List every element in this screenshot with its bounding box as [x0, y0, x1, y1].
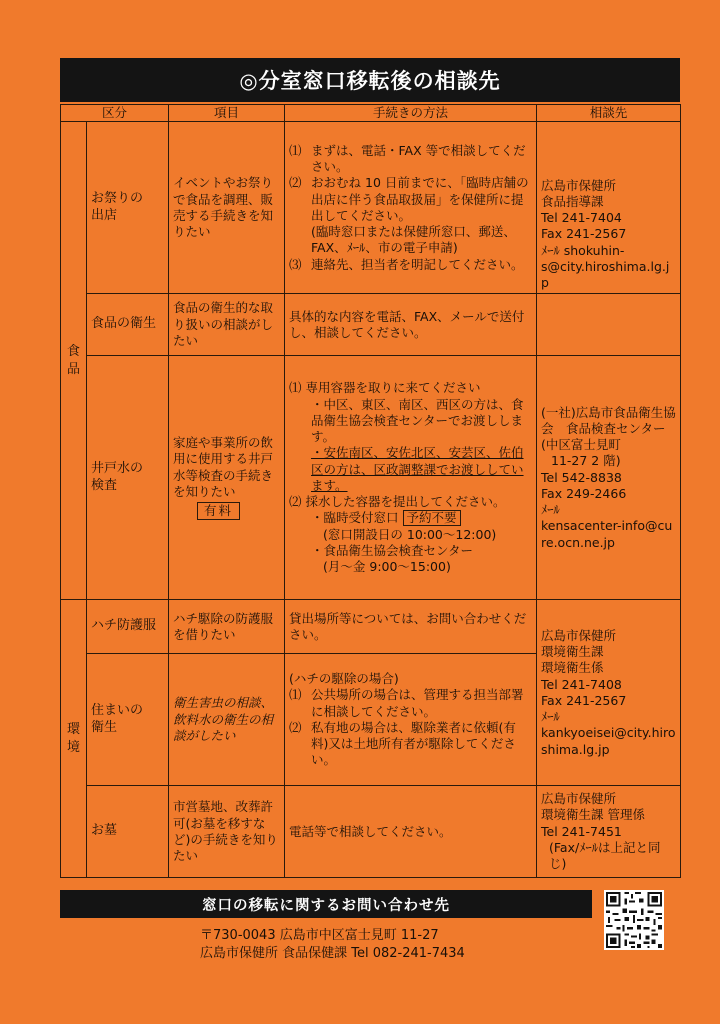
fee-badge: 有料 [197, 502, 240, 520]
table-row [61, 600, 681, 654]
koumoku-cell: 食品の衛生的な取り扱いの相談がしたい [169, 294, 285, 356]
no-reservation-badge: 予約不要 [403, 510, 461, 526]
footer-title: 窓口の移転に関するお問い合わせ先 [60, 890, 592, 918]
kubun-cell: 住まいの 衛生 [87, 654, 169, 786]
category-food: 食 品 [61, 122, 87, 600]
table-row [61, 294, 681, 356]
tetsuzuki-cell: ⑴ 専用容器を取りに来てください ・中区、東区、南区、西区の方は、食品衛生協会検査センターでお渡しします。 ・安佐南区、安佐北区、安芸区、佐伯区の方は、区政調整課でお渡ししています。 ⑵ 採水した容器を提出してください。 ・臨時受付窓口 予約不要 (窓口開設日の 10:00～12:00) ・食品衛生協会検査センター (月～金 9:00～15:00) [285, 356, 537, 600]
tetsuzuki-cell: (ハチの駆除の場合) ⑴ 公共場所の場合は、管理する担当部署に相談してください。 ⑵ 私有地の場合は、駆除業者に依頼(有料)又は土地所有者が駆除してください。 [285, 654, 537, 786]
soudan-cell [537, 294, 681, 356]
soudan-cell: 広島市保健所 食品指導課 Tel 241-7404 Fax 241-2567 ﾒｰﾙ shokuhin- s@city.hiroshima.lg.jp [537, 122, 681, 294]
tetsuzuki-cell: 具体的な内容を電話、FAX、メールで送付し、相談してください。 [285, 294, 537, 356]
tetsuzuki-cell: ⑴ まずは、電話・FAX 等で相談してください。 ⑵ おおむね 10 日前までに、「臨時店舗の出店に伴う食品取扱届」を保健所に提出してください。 (臨時窓口または保健所窓口、郵送、FAX、ﾒｰﾙ、市の電子申請) ⑶ 連絡先、担当者を明記してください。 [285, 122, 537, 294]
page-title: ◎分室窓口移転後の相談先 [60, 58, 680, 102]
header-kubun: 区分 [61, 105, 169, 122]
soudan-cell: 広島市保健所 環境衛生課 環境衛生係 Tel 241-7408 Fax 241-2567 ﾒｰﾙ kankyoeisei@city.hiroshima.lg.jp [537, 600, 681, 786]
kubun-cell: 食品の衛生 [87, 294, 169, 356]
koumoku-cell: ハチ駆除の防護服を借りたい [169, 600, 285, 654]
kubun-cell: お墓 [87, 786, 169, 878]
table-row [61, 786, 681, 878]
table-header-row [61, 105, 681, 122]
soudan-cell: (一社)広島市食品衛生協会 食品検査センター (中区富士見町 11-27 2 階) Tel 542-8838 Fax 249-2466 ﾒｰﾙ kensacenter-info@cure.ocn.ne.jp [537, 356, 681, 600]
kubun-cell: ハチ防護服 [87, 600, 169, 654]
koumoku-cell: イベントやお祭りで食品を調理、販売する手続きを知りたい [169, 122, 285, 294]
consultation-table [60, 104, 681, 878]
table-row [61, 122, 681, 294]
koumoku-cell: 衛生害虫の相談、飲料水の衛生の相談がしたい [169, 654, 285, 786]
header-soudan: 相談先 [537, 105, 681, 122]
kubun-cell: お祭りの 出店 [87, 122, 169, 294]
table-row [61, 356, 681, 600]
qr-code-icon[interactable] [604, 890, 664, 950]
tetsuzuki-cell: 貸出場所等については、お問い合わせください。 [285, 600, 537, 654]
kubun-cell: 井戸水の 検査 [87, 356, 169, 600]
soudan-cell: 広島市保健所 環境衛生課 管理係 Tel 241-7451 (Fax/ﾒｰﾙは上記と同じ) [537, 786, 681, 878]
footer-contact: 広島市保健所 食品保健課 Tel 082-241-7434 [200, 946, 465, 961]
tetsuzuki-cell: 電話等で相談してください。 [285, 786, 537, 878]
header-tetsuzuki: 手続きの方法 [285, 105, 537, 122]
header-koumoku: 項目 [169, 105, 285, 122]
koumoku-cell: 家庭や事業所の飲用に使用する井戸水等検査の手続きを知りたい 有料 [169, 356, 285, 600]
koumoku-cell: 市営墓地、改葬許可(お墓を移すなど)の手続きを知りたい [169, 786, 285, 878]
category-env: 環 境 [61, 600, 87, 878]
footer-address: 〒730-0043 広島市中区富士見町 11-27 [200, 928, 439, 943]
